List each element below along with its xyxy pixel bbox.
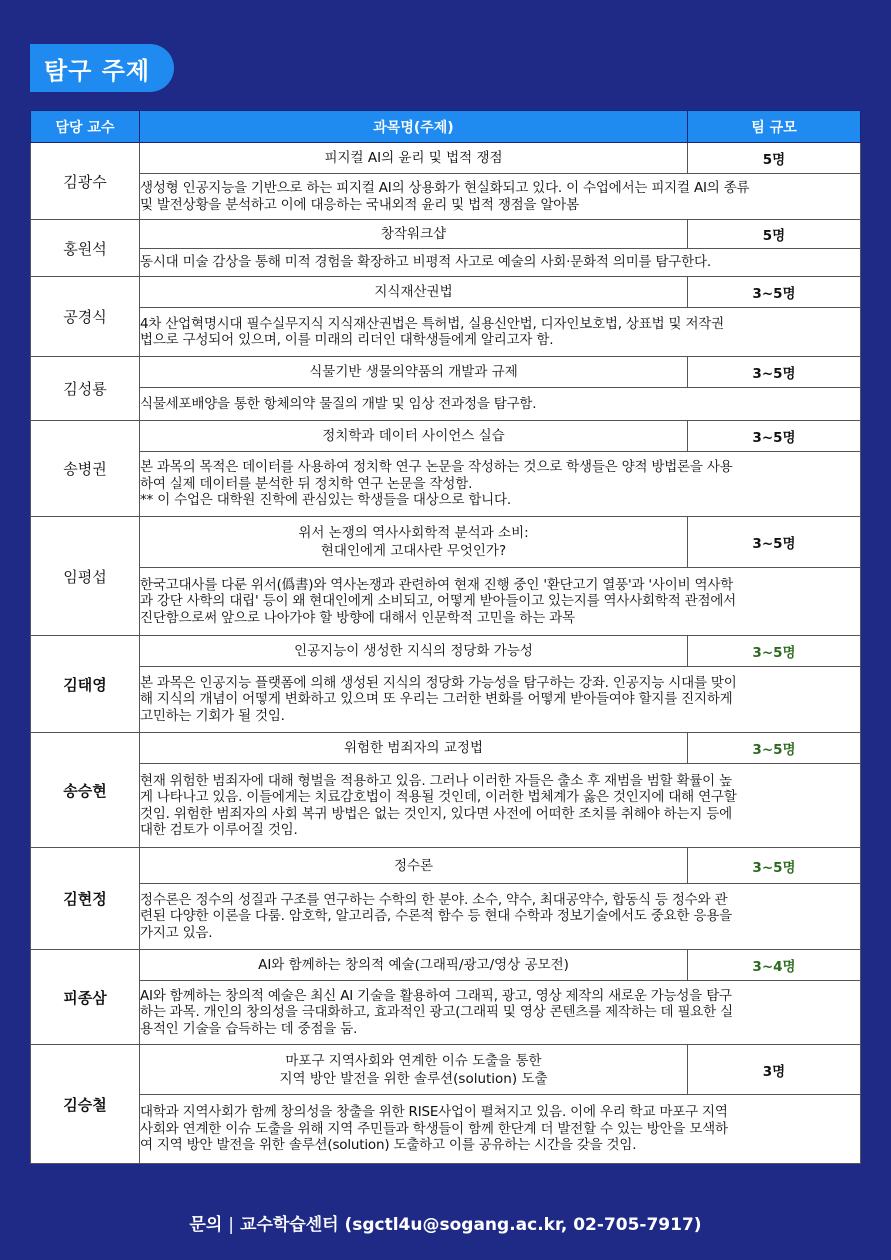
course-title-line: AI와 함께하는 창의적 예술(그래픽/광고/영상 공모전) [258,957,569,973]
professor-name: 김광수 [31,143,140,220]
course-title [140,143,688,174]
course-title-row [31,421,861,452]
course-title-row [31,517,861,568]
footer-separator: | [228,1215,235,1235]
professor-name: 피종삼 [31,950,140,1045]
course-title [140,421,688,452]
footer-contact: 교수학습센터 (sgctl4u@sogang.ac.kr, 02-705-7917) [240,1215,702,1235]
team-size: 3~5명 [688,517,861,568]
course-title-line: 위험한 범죄자의 교정법 [344,740,483,756]
course-title-line: 정치학과 데이터 사이언스 실습 [322,428,505,444]
course-description-row [31,308,861,357]
course-description-line: 동시대 미술 감상을 통해 미적 경험을 확장하고 비평적 사고로 예술의 사회·문화적 의미를 탐구한다. [140,254,711,271]
course-title-line: 지역 방안 발전을 위한 솔루션(solution) 도출 [279,1070,548,1087]
course-title-line: 피지컬 AI의 윤리 및 법적 쟁점 [324,150,503,166]
course-description-line: 사회와 연계한 이슈 도출을 위해 지역 주민들과 학생들이 함께 한단계 더 발전할 수 있는 방안을 모색하 [140,1120,728,1137]
course-description-row [31,452,861,517]
course-description-line: 법으로 구성되어 있으며, 이를 미래의 리더인 대학생들에게 알리고자 함. [140,332,554,348]
header-team-size: 팀 규모 [688,111,861,143]
professor-name: 송승현 [31,733,140,848]
course-description [140,667,861,733]
course-description-row [31,174,861,220]
course-description-row [31,249,861,277]
course-title-row [31,277,861,308]
course-title-row [31,220,861,249]
course-title [140,636,688,667]
professor-name: 송병권 [31,421,140,517]
team-size: 3~4명 [688,950,861,981]
section-title: 탐구 주제 [30,44,174,92]
team-size: 5명 [688,220,861,249]
course-description [140,174,861,220]
course-description-line: ** 이 수업은 대학원 진학에 관심있는 학생들을 대상으로 합니다. [140,492,511,509]
course-description [140,884,861,950]
professor-name: 김승철 [31,1045,140,1164]
course-title-line: 창작워크샵 [380,226,447,242]
course-title [140,1045,688,1095]
course-title-line: 지식재산권법 [374,284,453,300]
course-title [140,357,688,388]
course-title [140,517,688,568]
course-description-line: 하는 과목. 개인의 창의성을 극대화하고, 효과적인 광고(그래픽 및 영상 콘텐츠를 제작하는 데 필요한 실 [140,1004,733,1021]
course-title-line: 현대인에게 고대사란 무엇인가? [320,543,507,559]
course-description-line: 정수론은 정수의 성질과 구조를 연구하는 수학의 한 분야. 소수, 약수, 최대공약수, 합동식 등 정수와 관 [140,891,728,908]
team-size: 3~5명 [688,636,861,667]
course-title-row [31,733,861,764]
footer-label: 문의 [189,1215,223,1235]
team-size: 3~5명 [688,733,861,764]
course-description [140,388,861,421]
course-description-line: AI와 함께하는 창의적 예술은 최신 AI 기술을 활용하여 그래픽, 광고, 영상 제작의 새로운 가능성을 탐구 [140,987,732,1004]
header-course-title: 과목명(주제) [140,111,688,143]
course-title-line: 위서 논쟁의 역사사회학적 분석과 소비: [298,525,529,541]
course-title-row [31,848,861,884]
professor-name: 김성룡 [31,357,140,421]
course-title [140,277,688,308]
course-description-row [31,884,861,950]
course-description [140,764,861,848]
course-title [140,220,688,249]
course-description [140,249,861,277]
course-title [140,950,688,981]
course-description-line: 생성형 인공지능을 기반으로 하는 피지컬 AI의 상용화가 현실화되고 있다. 이 수업에서는 피지컬 AI의 종류 [140,180,750,196]
course-description-line: 본 과목의 목적은 데이터를 사용하여 정치학 연구 논문을 작성하는 것으로 학생들은 양적 방법론을 사용 [140,459,733,476]
team-size: 5명 [688,143,861,174]
team-size: 3명 [688,1045,861,1095]
course-title-line: 식물기반 생물의약품의 개발과 규제 [309,364,518,380]
course-title-row [31,143,861,174]
course-description [140,1095,861,1164]
course-description-line: 여 지역 방안 발전을 위한 솔루션(solution) 도출하고 이를 공유하는 시간을 갖을 것임. [140,1137,637,1154]
table-header-row [31,111,861,143]
contact-footer [0,1210,891,1235]
course-description-line: 용적인 기술을 습득하는 데 중점을 둠. [140,1020,358,1037]
course-description-line: 한국고대사를 다룬 위서(僞書)와 역사논쟁과 관련하여 현재 진행 중인 '환단고기 열풍'과 '사이비 역사학 [140,576,734,593]
course-description-line: 대학과 지역사회가 함께 창의성을 창출을 위한 RISE사업이 펼쳐지고 있음. 이에 우리 학교 마포구 지역 [140,1104,728,1121]
course-description [140,981,861,1045]
course-description-row [31,667,861,733]
team-size: 3~5명 [688,848,861,884]
course-description-line: 해 지식의 개념이 어떻게 변화하고 있으며 또 우리는 그러한 변화를 어떻게 받아들여야 할지를 진지하게 [140,691,733,708]
course-title-line: 마포구 지역사회와 연계한 이슈 도출을 통한 [285,1052,542,1069]
course-description-line: 현재 위험한 범죄자에 대해 형벌을 적용하고 있음. 그러나 이러한 자들은 출소 후 재범을 범할 확률이 높 [140,772,732,789]
course-title-row [31,950,861,981]
course-description-line: 진단함으로써 앞으로 나아가야 할 방향에 대해서 인문학적 고민을 하는 과목 [140,609,575,626]
course-description-row [31,388,861,421]
course-description [140,308,861,357]
course-description [140,452,861,517]
course-description-line: 식물세포배양을 통한 항체의약 물질의 개발 및 임상 전과정을 탐구함. [140,395,537,412]
course-title [140,733,688,764]
team-size: 3~5명 [688,357,861,388]
course-title-row [31,357,861,388]
course-description-line: 것임. 위험한 범죄자의 사회 복귀 방법은 없는 것인지, 있다면 사전에 어떠한 조치를 취해야 하는지 등에 [140,805,732,822]
course-title-row [31,1045,861,1095]
course-description-row [31,1095,861,1164]
professor-name: 공경식 [31,277,140,357]
professor-name: 김현정 [31,848,140,950]
course-description-row [31,568,861,636]
course-description-line: 게 나타나고 있음. 이들에게는 치료감호법이 적용될 것인데, 이러한 법체계가 옳은 것인지에 대해 연구할 [140,789,737,805]
professor-name: 김태영 [31,636,140,733]
course-description-line: 대한 검토가 이루어질 것임. [140,822,298,838]
course-description-line: 4차 산업혁명시대 필수실무지식 지식재산권법은 특허법, 실용신안법, 디자인보호법, 상표법 및 저작권 [140,315,724,332]
course-description-row [31,981,861,1045]
course-description-line: 가지고 있음. [140,924,213,941]
topics-table [30,110,861,1164]
course-description-line: 본 과목은 인공지능 플랫폼에 의해 생성된 지식의 정당화 가능성을 탐구하는 강좌. 인공지능 시대를 맞이 [140,674,737,691]
course-description-line: 고민하는 기회가 될 것임. [140,707,285,724]
professor-name: 임평섭 [31,517,140,636]
team-size: 3~5명 [688,277,861,308]
course-description [140,568,861,636]
course-description-line: 및 발전상황을 분석하고 이에 대응하는 국내외적 윤리 및 법적 쟁점을 알아봄 [140,196,579,213]
team-size: 3~5명 [688,421,861,452]
course-title [140,848,688,884]
course-description-line: 과 강단 사학의 대립' 등이 왜 현대인에게 소비되고, 어떻게 받아들이고 있는지를 역사사회학적 관점에서 [140,593,737,610]
course-title-line: 인공지능이 생성한 지식의 정당화 가능성 [294,643,533,659]
header-professor: 담당 교수 [31,111,140,143]
professor-name: 홍원석 [31,220,140,277]
course-description-line: 련된 다양한 이론을 다룸. 암호학, 알고리즘, 수론적 함수 등 현대 수학과 정보기술에서도 중요한 응용을 [140,908,732,925]
course-title-row [31,636,861,667]
course-title-line: 정수론 [393,857,434,874]
course-description-line: 하여 실제 데이터를 분석한 뒤 정치학 연구 논문을 작성함. [140,475,473,492]
course-description-row [31,764,861,848]
